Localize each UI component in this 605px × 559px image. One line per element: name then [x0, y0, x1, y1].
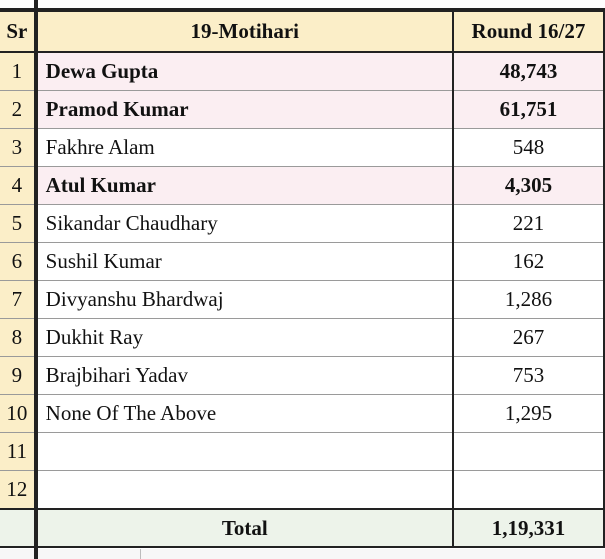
sr-cell[interactable]: 2 — [0, 91, 36, 129]
votes-cell[interactable]: 162 — [453, 243, 604, 281]
votes-cell[interactable] — [453, 471, 604, 510]
total-sr-cell[interactable] — [0, 509, 36, 547]
votes-cell[interactable]: 4,305 — [453, 167, 604, 205]
sr-cell[interactable]: 11 — [0, 433, 36, 471]
header-sr[interactable]: Sr — [0, 10, 36, 52]
table-row — [0, 91, 604, 129]
table-row — [0, 167, 604, 205]
sr-cell[interactable]: 6 — [0, 243, 36, 281]
header-row — [0, 10, 604, 52]
sr-cell[interactable]: 9 — [0, 357, 36, 395]
votes-cell[interactable]: 48,743 — [453, 52, 604, 91]
table-row — [0, 357, 604, 395]
sr-cell[interactable]: 7 — [0, 281, 36, 319]
table-row — [0, 129, 604, 167]
column-divider — [34, 0, 38, 8]
header-constituency[interactable]: 19-Motihari — [36, 10, 453, 52]
column-divider-bottom — [34, 548, 38, 559]
table-row — [0, 205, 604, 243]
table-row — [0, 319, 604, 357]
votes-cell[interactable]: 221 — [453, 205, 604, 243]
candidate-cell[interactable]: Brajbihari Yadav — [36, 357, 453, 395]
candidate-cell[interactable]: Divyanshu Bhardwaj — [36, 281, 453, 319]
results-table — [0, 8, 605, 548]
candidate-cell[interactable]: None Of The Above — [36, 395, 453, 433]
votes-cell[interactable]: 1,286 — [453, 281, 604, 319]
table-row — [0, 243, 604, 281]
votes-cell[interactable]: 267 — [453, 319, 604, 357]
total-votes[interactable]: 1,19,331 — [453, 509, 604, 547]
votes-cell[interactable]: 1,295 — [453, 395, 604, 433]
votes-cell[interactable]: 61,751 — [453, 91, 604, 129]
sr-cell[interactable]: 3 — [0, 129, 36, 167]
table-row — [0, 433, 604, 471]
candidate-cell[interactable]: Atul Kumar — [36, 167, 453, 205]
table-row — [0, 395, 604, 433]
sr-cell[interactable]: 1 — [0, 52, 36, 91]
votes-cell[interactable] — [453, 433, 604, 471]
candidate-cell[interactable]: Sikandar Chaudhary — [36, 205, 453, 243]
table-row — [0, 52, 604, 91]
sr-cell[interactable]: 4 — [0, 167, 36, 205]
total-row — [0, 509, 604, 547]
candidate-cell[interactable]: Sushil Kumar — [36, 243, 453, 281]
next-row-strip — [0, 549, 605, 559]
candidate-cell[interactable]: Pramod Kumar — [36, 91, 453, 129]
candidate-cell[interactable]: Dukhit Ray — [36, 319, 453, 357]
sr-cell[interactable]: 12 — [0, 471, 36, 510]
header-round[interactable]: Round 16/27 — [453, 10, 604, 52]
total-label[interactable]: Total — [36, 509, 453, 547]
candidate-cell[interactable]: Dewa Gupta — [36, 52, 453, 91]
grid-line — [140, 549, 141, 559]
sr-cell[interactable]: 8 — [0, 319, 36, 357]
candidate-cell[interactable]: Fakhre Alam — [36, 129, 453, 167]
table-row — [0, 471, 604, 510]
sr-cell[interactable]: 5 — [0, 205, 36, 243]
sr-cell[interactable]: 10 — [0, 395, 36, 433]
votes-cell[interactable]: 548 — [453, 129, 604, 167]
table-row — [0, 281, 604, 319]
candidate-cell[interactable] — [36, 433, 453, 471]
votes-cell[interactable]: 753 — [453, 357, 604, 395]
candidate-cell[interactable] — [36, 471, 453, 510]
